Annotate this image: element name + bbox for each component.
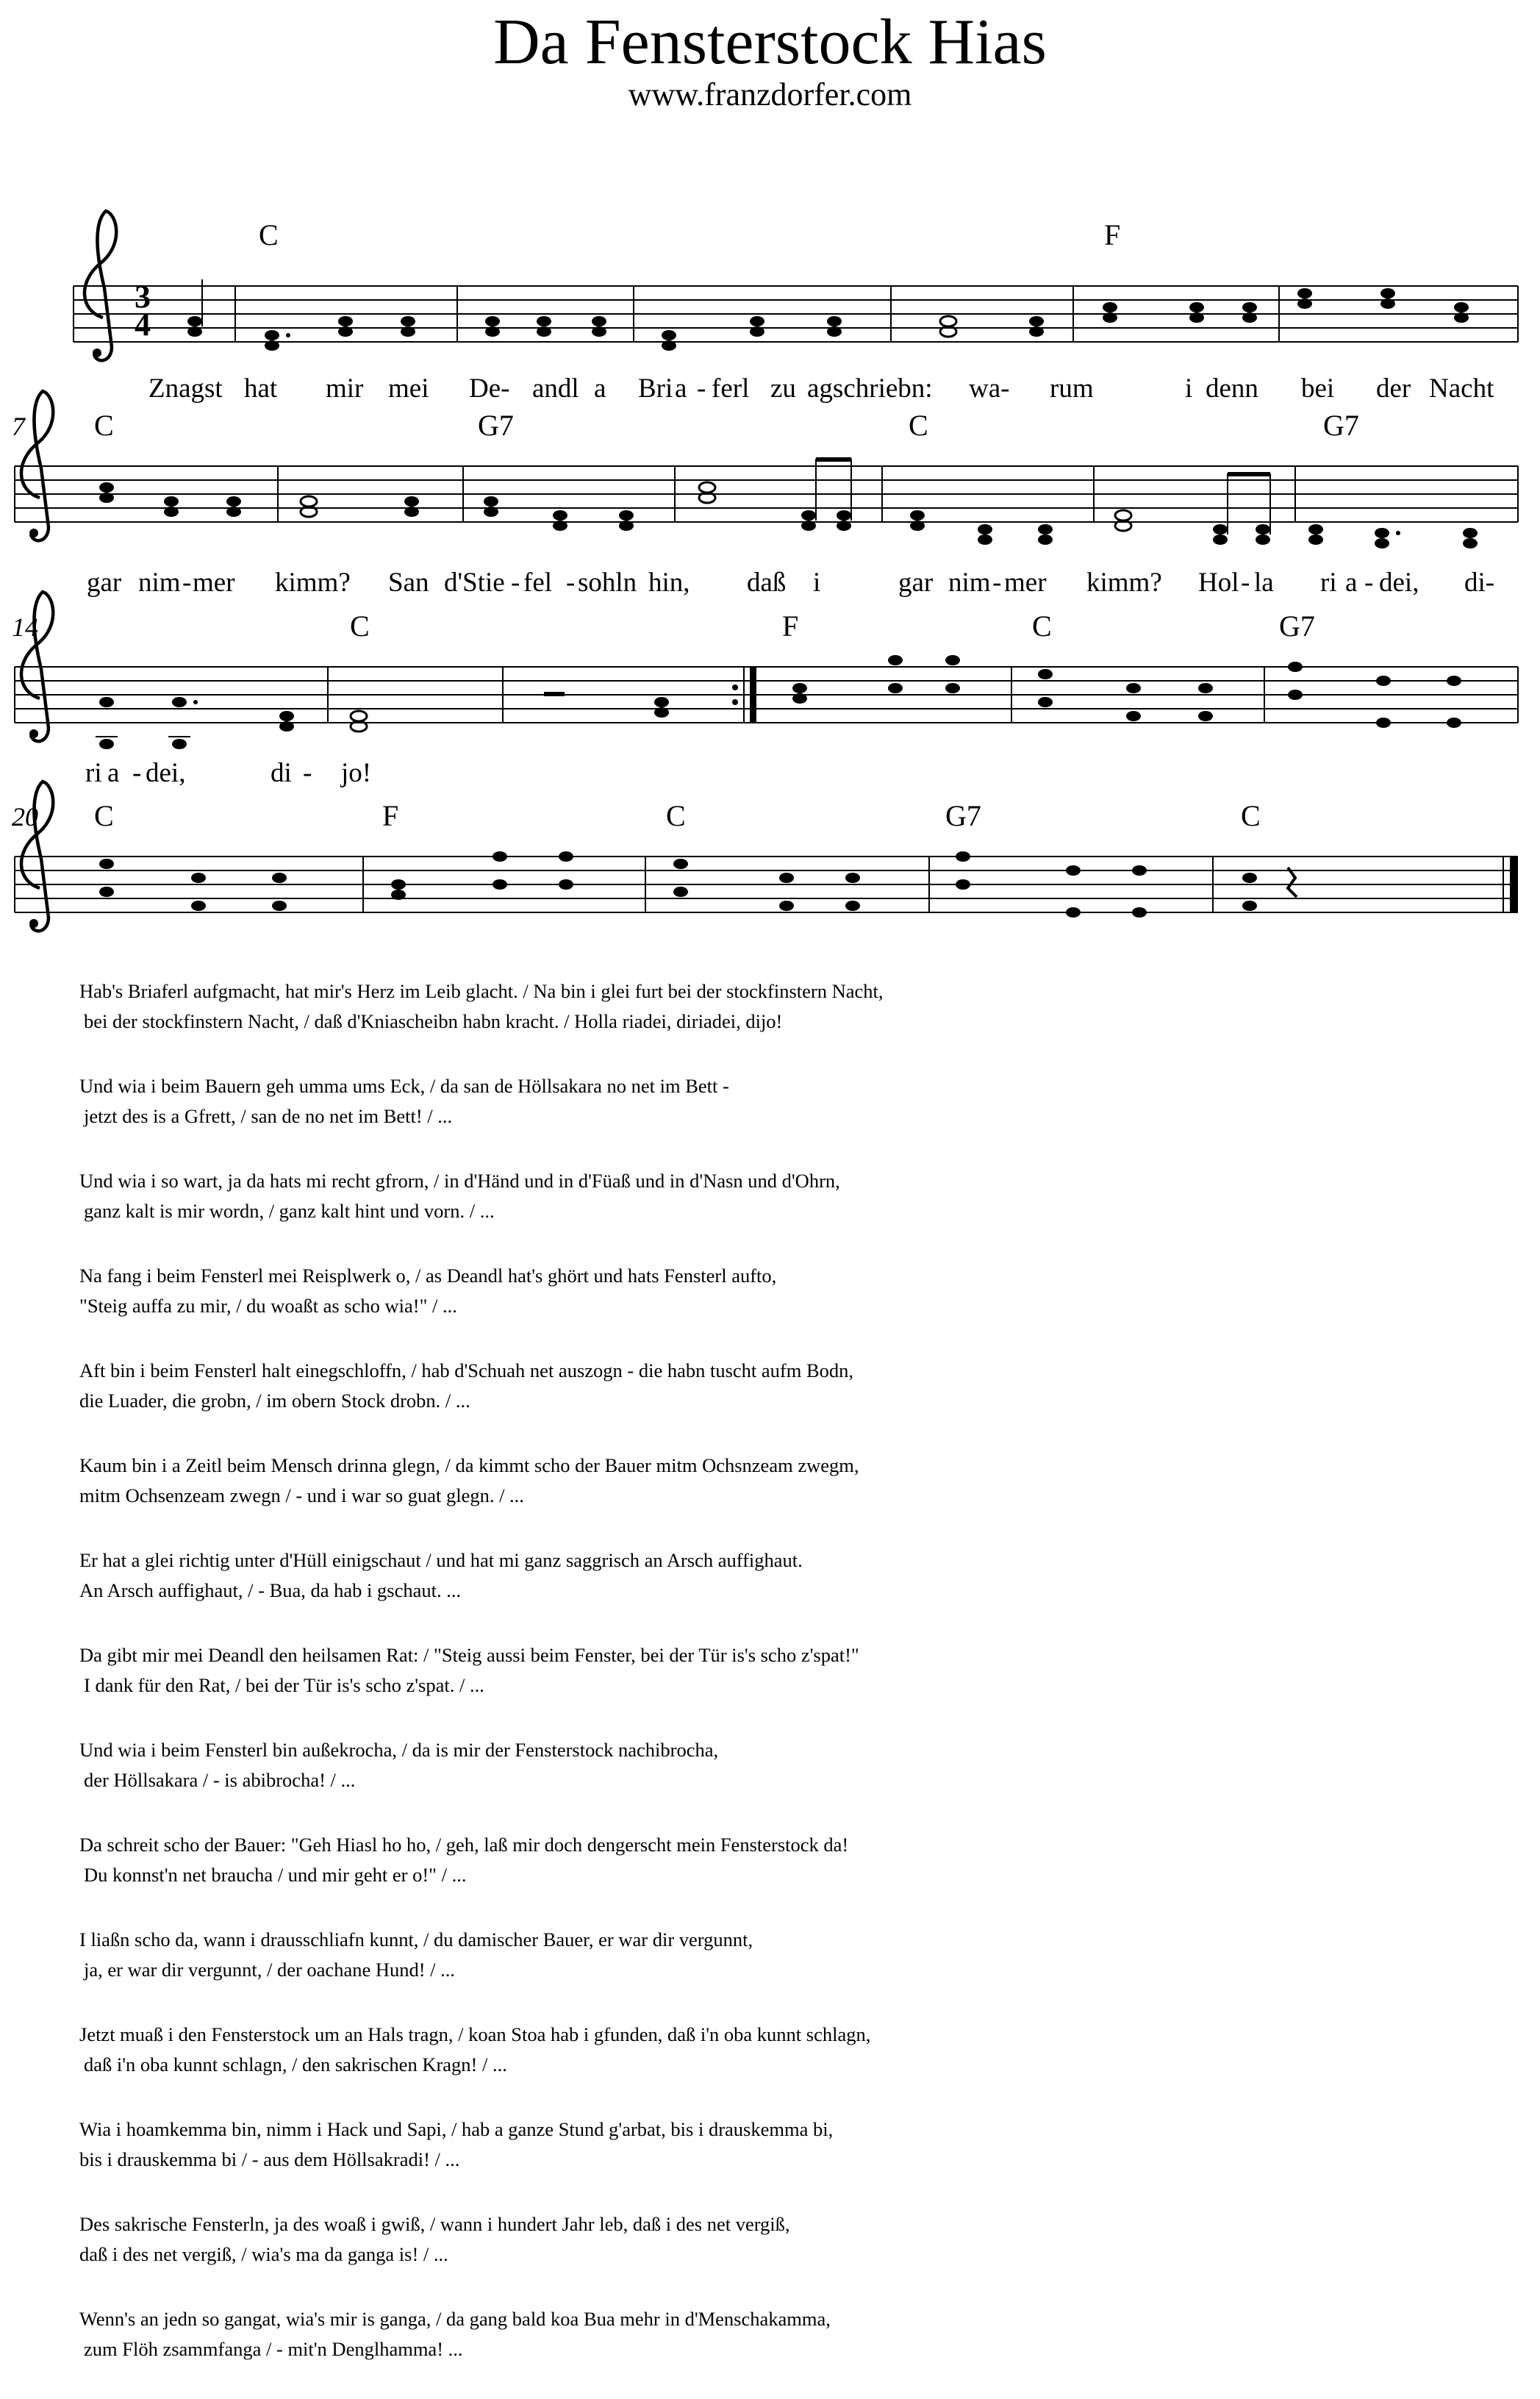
chord-label: F <box>382 799 399 832</box>
verse-line: I dank für den Rat, / bei der Tür is's scho z'spat. / ... <box>84 1674 484 1696</box>
staff-system-1 <box>74 211 1518 404</box>
verse-line: I liaßn scho da, wann i drausschliafn kunnt, / du damischer Bauer, er war dir vergunnt, <box>79 1928 753 1951</box>
lyric-syllable: mei <box>388 373 429 404</box>
lyric-syllable: hin, <box>648 568 690 598</box>
lyric-syllable: di <box>271 758 292 788</box>
lyric-syllable: jo! <box>341 758 372 788</box>
verse <box>79 976 1109 1037</box>
verse <box>79 1925 1109 1985</box>
lyric-syllable: dei, <box>1379 568 1419 598</box>
verse-line: ganz kalt is mir wordn, / ganz kalt hint und vorn. / ... <box>84 1200 495 1222</box>
notes-system-1 <box>187 279 1469 351</box>
lyric-syllable: der <box>1376 373 1411 404</box>
verse-line: Kaum bin i a Zeitl beim Mensch drinna glegn, / da kimmt scho der Bauer mitm Ochsnzeam zwegm, <box>79 1454 859 1476</box>
lyric-syllable: rum <box>1050 373 1094 404</box>
lyric-syllable: mer <box>1004 568 1047 598</box>
lyric-syllable: agschriebn: <box>807 373 933 404</box>
verse <box>79 1545 1109 1606</box>
verse <box>79 1071 1109 1131</box>
lyric-syllable: a <box>1345 568 1358 598</box>
verse-line: "Steig auffa zu mir, / du woaßt as scho wia!" / ... <box>79 1295 457 1317</box>
lyric-syllable: a <box>594 373 606 404</box>
lyric-syllable: gar <box>87 568 122 598</box>
verse <box>79 1356 1109 1416</box>
lyrics-system-2 <box>87 568 1494 598</box>
time-sig-bottom: 4 <box>135 307 151 343</box>
verse-line: An Arsch auffighaut, / - Bua, da hab i gschaut. ... <box>79 1579 462 1601</box>
lyric-syllable: sohln <box>578 568 637 598</box>
verse <box>79 2020 1109 2080</box>
lyric-syllable: la <box>1254 568 1274 598</box>
lyric-syllable: a <box>675 373 687 404</box>
verse-line: Na fang i beim Fensterl mei Reisplwerk o, / as Deandl hat's ghört und hats Fensterl aufto, <box>79 1265 777 1287</box>
measure-number: 7 <box>12 412 25 441</box>
chord-label: C <box>1241 799 1261 832</box>
verse-line: Da gibt mir mei Deandl den heilsamen Rat: / "Steig aussi beim Fenster, bei der Tür is's scho z'spat!" <box>79 1644 859 1666</box>
verse-line: Jetzt muaß i den Fensterstock um an Hals tragn, / koan Stoa hab i gfunden, daß i'n oba kunnt schlagn, <box>79 2023 871 2045</box>
lyric-syllable: ri <box>1320 568 1337 598</box>
verse-line: die Luader, die grobn, / im obern Stock drobn. / ... <box>79 1390 470 1412</box>
lyric-syllable: i <box>813 568 821 598</box>
lyric-syllable: wa- <box>969 373 1010 404</box>
lyric-syllable: - <box>1364 568 1374 598</box>
lyric-syllable: - <box>992 568 1002 598</box>
verses <box>79 976 1109 2399</box>
verse-line: Du konnst'n net braucha / und mir geht er o!" / ... <box>84 1864 467 1886</box>
notes-system-2 <box>99 457 1478 548</box>
lyric-syllable: - <box>697 373 706 404</box>
chord-label: G7 <box>945 799 981 832</box>
lyric-syllable: fel <box>523 568 553 598</box>
lyric-syllable: d'Stie <box>444 568 505 598</box>
final-barline <box>1510 857 1518 912</box>
staff-system-3 <box>1 592 1518 788</box>
verse-line: zum Flöh zsammfanga / - mit'n Denglhamma! ... <box>84 2338 463 2360</box>
verse <box>79 1735 1109 1795</box>
chord-label: C <box>666 799 686 832</box>
staff-system-2 <box>12 391 1518 598</box>
verse-line: Aft bin i beim Fensterl halt einegschloffn, / hab d'Schuah net auszogn - die habn tuscht aufm Bodn, <box>79 1359 854 1381</box>
verse-line: Und wia i so wart, ja da hats mi recht gfrorn, / in d'Händ und in d'Füaß und in d'Nasn und d'Ohrn, <box>79 1170 840 1192</box>
lyric-syllable: - <box>132 758 142 788</box>
verse <box>79 1830 1109 1890</box>
verse <box>79 1166 1109 1226</box>
verse-line: Und wia i beim Fensterl bin außekrocha, / da is mir der Fensterstock nachibrocha, <box>79 1739 719 1761</box>
verse-line: ja, er war dir vergunnt, / der oachane Hund! / ... <box>84 1959 456 1981</box>
staff-system-4 <box>12 782 1518 931</box>
lyric-syllable: - <box>303 758 312 788</box>
verse-line: Wenn's an jedn so gangat, wia's mir is ganga, / da gang bald koa Bua mehr in d'Menschakamma, <box>79 2308 831 2330</box>
lyrics-system-3 <box>85 758 371 788</box>
verse-line: Des sakrische Fensterln, ja des woaß i gwiß, / wann i hundert Jahr leb, daß i des net vergiß, <box>79 2213 790 2235</box>
lyric-syllable: mir <box>326 373 364 404</box>
lyric-syllable: a <box>107 758 120 788</box>
verse-line: daß i'n oba kunnt schlagn, / den sakrischen Kragn! / ... <box>84 2053 507 2076</box>
lyric-syllable: gar <box>898 568 934 598</box>
lyric-syllable: nim <box>138 568 181 598</box>
lyric-syllable: zu <box>770 373 796 404</box>
lyric-syllable: mer <box>193 568 235 598</box>
song-title: Da Fensterstock Hias <box>493 7 1047 78</box>
verse-line: Und wia i beim Bauern geh umma ums Eck, / da san de Höllsakara no net im Bett - <box>79 1075 729 1097</box>
lyric-syllable: ri <box>85 758 102 788</box>
verse <box>79 1261 1109 1321</box>
chord-label: C <box>350 609 370 643</box>
lyric-syllable: kimm? <box>1086 568 1162 598</box>
lyric-syllable: ferl <box>712 373 750 404</box>
measure-number: 20 <box>12 802 38 832</box>
lyric-syllable: San <box>388 568 429 598</box>
lyric-syllable: - <box>1241 568 1250 598</box>
chord-label: G7 <box>1279 609 1315 643</box>
chord-label: C <box>1032 609 1052 643</box>
chord-label: C <box>259 218 279 251</box>
verse <box>79 2114 1109 2175</box>
website-url: www.franzdorfer.com <box>628 76 912 112</box>
chord-label: G7 <box>1323 409 1359 442</box>
verse-line: bis i drauskemma bi / - aus dem Höllsakradi! / ... <box>79 2148 460 2170</box>
verse-line: Er hat a glei richtig unter d'Hüll einigschaut / und hat mi ganz saggrisch an Arsch auffighaut. <box>79 1549 803 1571</box>
chord-label: F <box>1104 218 1121 251</box>
verse-line: Hab's Briaferl aufgmacht, hat mir's Herz im Leib glacht. / Na bin i glei furt bei der stockfinstern Nacht, <box>79 980 884 1002</box>
lyric-syllable: andl <box>532 373 579 404</box>
verse-line: Da schreit scho der Bauer: "Geh Hiasl ho ho, / geh, laß mir doch dengerscht mein Fensterstock da! <box>79 1834 849 1856</box>
chord-label: F <box>782 609 799 643</box>
lyrics-system-1 <box>148 373 1494 404</box>
notes-system-3 <box>1 655 1461 749</box>
verse-line: mitm Ochsenzeam zwegn / - und i war so guat glegn. / ... <box>79 1484 524 1506</box>
lyric-syllable: De- <box>469 373 510 404</box>
lyric-syllable: hat <box>244 373 278 404</box>
lyric-syllable: - <box>566 568 576 598</box>
chord-label: C <box>909 409 928 442</box>
lyric-syllable: - <box>182 568 192 598</box>
lyric-syllable: dei, <box>146 758 186 788</box>
chord-label: C <box>94 409 114 442</box>
verse <box>79 1640 1109 1701</box>
verse <box>79 2304 1109 2364</box>
time-sig-top: 3 <box>135 279 151 315</box>
lyric-syllable: bei <box>1301 373 1335 404</box>
lyric-syllable: - <box>511 568 520 598</box>
lyric-syllable: denn <box>1206 373 1258 404</box>
verse <box>79 1451 1109 1511</box>
verse-line: Wia i hoamkemma bin, nimm i Hack und Sapi, / hab a ganze Stund g'arbat, bis i drauskemma bi, <box>79 2118 834 2140</box>
chord-label: G7 <box>478 409 514 442</box>
measure-number: 14 <box>12 612 38 642</box>
verse-line: bei der stockfinstern Nacht, / daß d'Kniascheibn habn kracht. / Holla riadei, diriadei, dijo! <box>84 1010 783 1032</box>
lyric-syllable: kimm? <box>275 568 351 598</box>
lyric-syllable: daß <box>747 568 787 598</box>
verse-line: jetzt des is a Gfrett, / san de no net im Bett! / ... <box>84 1105 453 1127</box>
lyric-syllable: di- <box>1464 568 1495 598</box>
chord-label: C <box>94 799 114 832</box>
verse <box>79 2209 1109 2270</box>
lyric-syllable: Znagst <box>148 373 223 404</box>
verse-line: der Höllsakara / - is abibrocha! / ... <box>84 1769 356 1791</box>
verse-line: daß i des net vergiß, / wia's ma da ganga is! / ... <box>79 2243 448 2265</box>
lyric-syllable: Nacht <box>1429 373 1494 404</box>
lyric-syllable: nim <box>948 568 991 598</box>
lyric-syllable: i <box>1185 373 1193 404</box>
lyric-syllable: Hol <box>1198 568 1239 598</box>
lyric-syllable: Bri <box>638 373 673 404</box>
sheet-music <box>0 0 1540 956</box>
